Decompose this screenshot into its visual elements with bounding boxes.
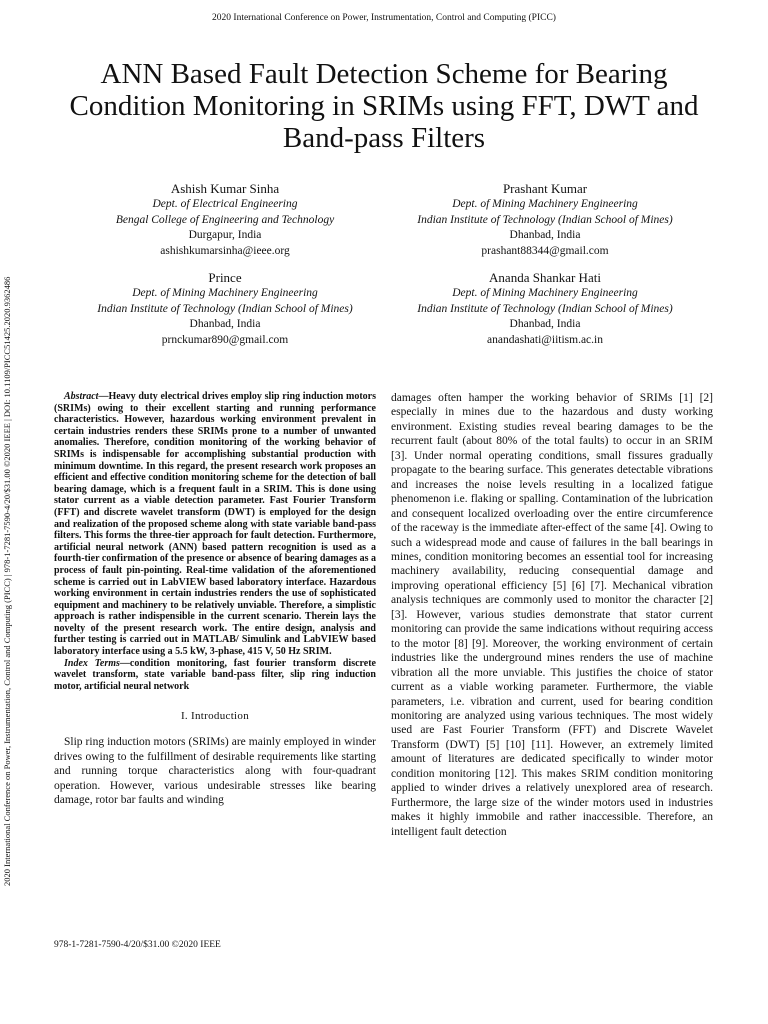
author-location: Durgapur, India [188, 229, 262, 241]
author-institution: Indian Institute of Technology (Indian School of Mines) [417, 302, 673, 315]
author-dept: Dept. of Electrical Engineering [152, 198, 298, 210]
index-terms [54, 658, 376, 693]
author-email[interactable]: prashant88344@gmail.com [481, 244, 609, 257]
author-institution: Indian Institute of Technology (Indian School of Mines) [417, 213, 673, 226]
copyright-footer: 978-1-7281-7590-4/20/$31.00 ©2020 IEEE [54, 940, 221, 950]
abstract [54, 391, 376, 658]
author-institution: Indian Institute of Technology (Indian School of Mines) [97, 302, 353, 315]
author-block [70, 269, 380, 348]
author-block [390, 180, 700, 259]
author-dept: Dept. of Mining Machinery Engineering [452, 287, 638, 299]
author-email[interactable]: prnckumar890@gmail.com [161, 333, 289, 346]
author-name: Prince [208, 270, 242, 285]
section-heading: I. Introduction [180, 710, 250, 723]
author-location: Dhanbad, India [509, 229, 581, 241]
intro-paragraph: Slip ring induction motors (SRIMs) are mainly employed in winder drives owing to the fulfillment of desirable requirements like starting and running torque characteristics along with four-quadrant operation. However, various undesirable stresses like bearing damage, rotor bar faults and winding [54, 736, 376, 807]
author-institution: Bengal College of Engineering and Technology [115, 213, 335, 226]
author-dept: Dept. of Mining Machinery Engineering [132, 287, 318, 299]
author-email[interactable]: anandashati@iitism.ac.in [487, 333, 603, 346]
author-location: Dhanbad, India [189, 318, 261, 330]
paper-title: ANN Based Fault Detection Scheme for Bearing Condition Monitoring in SRIMs using FFT, DWT and Band-pass Filters [69, 58, 699, 154]
index-terms-label: Index Terms [64, 657, 120, 669]
author-block [70, 180, 380, 259]
index-terms-text: —condition monitoring, fast fourier transform discrete wavelet transform, state variable band-pass filter, slip ring induction motor, artificial neural network [54, 657, 376, 692]
author-name: Ananda Shankar Hati [489, 270, 601, 285]
author-block [390, 269, 700, 348]
author-location: Dhanbad, India [509, 318, 581, 330]
author-dept: Dept. of Mining Machinery Engineering [452, 198, 638, 210]
left-column [54, 391, 376, 808]
doi-side-note: 2020 International Conference on Power, Instrumentation, Control and Computing (PICC) | 978-1-7281-7590-4/20/$31.00 ©2020 IEEE | DOI: 10.1109/PICC51425.2020.9362486 [2, 276, 12, 886]
author-name: Ashish Kumar Sinha [170, 181, 280, 196]
author-name: Prashant Kumar [502, 181, 588, 196]
body-paragraph: damages often hamper the working behavior of SRIMs [1] [2] especially in mines due to the hazardous and dusty working environment. Existing studies reveal bearing damages to be the recurrent fault (about 80% of the total faults) to occur in an SRIM [3]. Under normal operating conditions, small fissures gradually propagate to the bearing surface. This generates detectable vibrations and increases the noise levels resulting in a localized fatigue phenomenon i.e. flaking or spalling. Contamination of the lubrication and consequent localized overloading over the entire circumference of the raceway is the immediate after-effect of the same [4]. Owing to such a widespread mode and cause of failures in the ball bearings in mines, condition monitoring becomes an essential tool for increasing machinery availability, reducing consequential damage and improving operational efficiency [5] [6] [7]. Mechanical vibration analysis techniques are commonly used to monitor the character [2] [3]. However, various studies demonstrate that stator current monitoring can provide the same indications without requiring access to the motor [8] [9]. Moreover, the working environment of certain industries like the underground mines renders the use of machine vibration all the more unviable. This justifies the choice of stator current as a viable working parameter. Furthermore, the viable parameters, i.e. vibration and current, used for bearing condition monitoring are analyzed using various techniques. The most widely used are Fast Fourier Transform (FFT) and Discrete Wavelet Transform (DWT) [5] [10] [11]. However, an extremely limited amount of literatures are dedicated specifically to winder motor condition monitoring [12]. This makes SRIM condition monitoring applied to winder drives a relatively unexplored area of research. Furthermore, the large size of the winder motors used in industries makes it highly immobile and rather inaccessible. Therefore, an intelligent fault detection [391, 392, 713, 838]
right-column [391, 391, 713, 839]
abstract-text: —Heavy duty electrical drives employ slip ring induction motors (SRIMs) owing to their excellent starting and running performance characteristics. However, hazardous working environment prevalent in certain industries renders these SRIMs prone to a number of unwanted anomalies. Therefore, condition monitoring of the working behavior of SRIMs is indispensable for accomplishing substantial production with minimum downtime. In this regard, the present research work proposes an efficient and effective condition monitoring scheme for the detection of ball bearing damage, which is a frequent fault in a SRIM. This is done using stator current as a viable detection parameter. Fast Fourier Transform (FFT) and discrete wavelet transform (DWT) is employed for the design and realization of the proposed scheme along with state variable band-pass filters. This forms the three-tier approach for fault detection. Furthermore, artificial neural network (ANN) based pattern recognition is used as a fourth-tier confirmation of the presence or absence of bearing damages as a process of fault pin-pointing. Real-time validation of the aforementioned scheme is carried out in LabVIEW based laboratory interface. Hazardous working environment in certain industries renders the use of sophisticated equipment and machinery to be relatively unviable. Therefore, a simplistic approach is rather indispensible in the current scenario. Therein lays the novelty of the present research work. The entire design, analysis and further testing is carried out in MATLAB/ Simulink and LabVIEW based laboratory interface using a 5.5 kW, 3-phase, 415 V, 50 Hz SRIM. [54, 391, 376, 658]
author-email[interactable]: ashishkumarsinha@ieee.org [160, 244, 290, 257]
conference-header: 2020 International Conference on Power, Instrumentation, Control and Computing (PICC) [212, 13, 556, 23]
abstract-label: Abstract [64, 391, 99, 402]
